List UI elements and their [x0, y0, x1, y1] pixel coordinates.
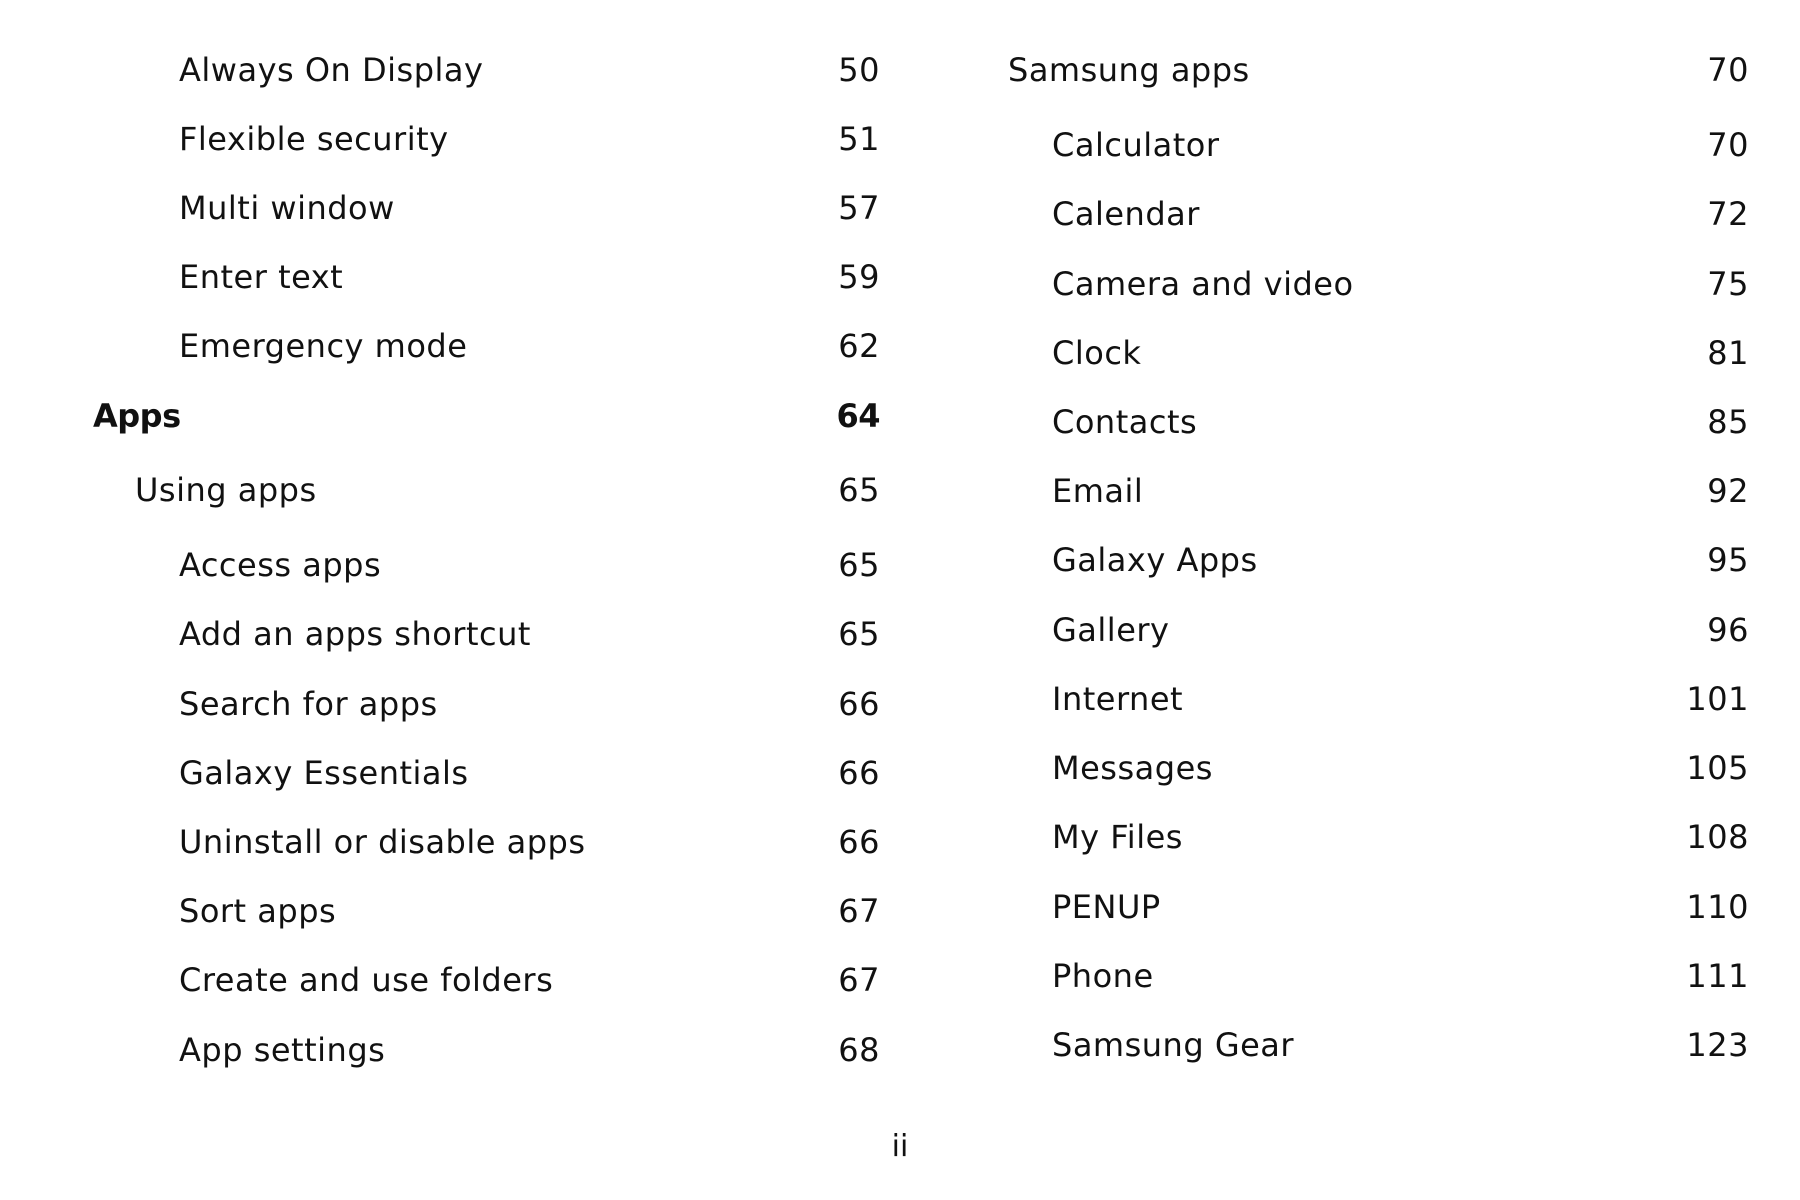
- toc-entry-page-number: 68: [838, 1031, 880, 1069]
- toc-entry-flexible-security[interactable]: [0, 116, 880, 162]
- toc-entry-label: Calendar: [1052, 195, 1200, 233]
- toc-entry-multi-window[interactable]: [0, 185, 880, 231]
- toc-entry-page-number: 66: [838, 823, 880, 861]
- page-number: ii: [891, 1129, 909, 1164]
- toc-entry-label: Camera and video: [1052, 265, 1354, 303]
- toc-entry-label: Enter text: [179, 258, 344, 296]
- toc-entry-label: Gallery: [1052, 611, 1170, 649]
- toc-entry-page-number: 105: [1686, 749, 1749, 787]
- toc-entry-camera-and-video[interactable]: [880, 261, 1760, 307]
- toc-entry-app-settings[interactable]: [0, 1027, 880, 1073]
- toc-entry-page-number: 62: [838, 327, 880, 365]
- toc-entry-page-number: 85: [1707, 403, 1749, 441]
- toc-entry-label: Uninstall or disable apps: [179, 823, 586, 861]
- toc-entry-label: Phone: [1052, 957, 1154, 995]
- toc-entry-label: Clock: [1052, 334, 1142, 372]
- toc-entry-page-number: 81: [1707, 334, 1749, 372]
- toc-entry-page-number: 75: [1707, 265, 1749, 303]
- toc-entry-page-number: 96: [1707, 611, 1749, 649]
- toc-left-column: [0, 0, 880, 1120]
- toc-entry-label: Search for apps: [179, 685, 438, 723]
- toc-entry-label: Multi window: [179, 189, 395, 227]
- toc-entry-label: Always On Display: [179, 51, 484, 89]
- toc-entry-page-number: 70: [1707, 51, 1749, 89]
- toc-entry-always-on-display[interactable]: [0, 47, 880, 93]
- toc-entry-label: My Files: [1052, 818, 1183, 856]
- toc-entry-create-and-use-folders[interactable]: [0, 957, 880, 1003]
- toc-entry-label: Galaxy Essentials: [179, 754, 469, 792]
- toc-entry-gallery[interactable]: [880, 607, 1760, 653]
- toc-entry-page-number: 50: [838, 51, 880, 89]
- toc-entry-page-number: 101: [1686, 680, 1749, 718]
- toc-entry-phone[interactable]: [880, 953, 1760, 999]
- toc-entry-calculator[interactable]: [880, 122, 1760, 168]
- toc-entry-page-number: 67: [838, 892, 880, 930]
- toc-entry-galaxy-essentials[interactable]: [0, 750, 880, 796]
- toc-entry-page-number: 67: [838, 961, 880, 999]
- toc-entry-page-number: 65: [838, 615, 880, 653]
- toc-entry-label: Apps: [93, 397, 181, 435]
- toc-entry-apps[interactable]: [0, 393, 880, 439]
- toc-entry-penup[interactable]: [880, 884, 1760, 930]
- toc-entry-page-number: 111: [1686, 957, 1749, 995]
- toc-entry-sort-apps[interactable]: [0, 888, 880, 934]
- toc-entry-my-files[interactable]: [880, 814, 1760, 860]
- toc-entry-page-number: 123: [1686, 1026, 1749, 1064]
- toc-entry-label: Messages: [1052, 749, 1213, 787]
- toc-entry-messages[interactable]: [880, 745, 1760, 791]
- toc-entry-uninstall-or-disable-apps[interactable]: [0, 819, 880, 865]
- toc-entry-page-number: 66: [838, 754, 880, 792]
- toc-entry-label: Contacts: [1052, 403, 1198, 441]
- toc-entry-label: Samsung Gear: [1052, 1026, 1295, 1064]
- toc-entry-label: App settings: [179, 1031, 386, 1069]
- toc-entry-label: Sort apps: [179, 892, 337, 930]
- toc-entry-label: Samsung apps: [1008, 51, 1250, 89]
- toc-entry-page-number: 57: [838, 189, 880, 227]
- toc-entry-email[interactable]: [880, 468, 1760, 514]
- toc-entry-add-an-apps-shortcut[interactable]: [0, 611, 880, 657]
- toc-entry-label: Calculator: [1052, 126, 1220, 164]
- toc-entry-enter-text[interactable]: [0, 254, 880, 300]
- toc-entry-calendar[interactable]: [880, 191, 1760, 237]
- toc-entry-page-number: 51: [838, 120, 880, 158]
- toc-entry-label: Flexible security: [179, 120, 449, 158]
- toc-entry-access-apps[interactable]: [0, 542, 880, 588]
- toc-entry-page-number: 59: [838, 258, 880, 296]
- toc-entry-page-number: 95: [1707, 541, 1749, 579]
- toc-entry-label: Emergency mode: [179, 327, 468, 365]
- toc-entry-page-number: 72: [1707, 195, 1749, 233]
- toc-entry-page-number: 65: [838, 546, 880, 584]
- toc-entry-label: Create and use folders: [179, 961, 554, 999]
- toc-entry-emergency-mode[interactable]: [0, 323, 880, 369]
- toc-entry-clock[interactable]: [880, 330, 1760, 376]
- toc-entry-label: Email: [1052, 472, 1144, 510]
- toc-entry-contacts[interactable]: [880, 399, 1760, 445]
- toc-entry-page-number: 110: [1686, 888, 1749, 926]
- toc-entry-label: Galaxy Apps: [1052, 541, 1258, 579]
- toc-entry-internet[interactable]: [880, 676, 1760, 722]
- toc-entry-page-number: 65: [838, 471, 880, 509]
- toc-entry-page-number: 66: [838, 685, 880, 723]
- toc-entry-using-apps[interactable]: [0, 467, 880, 513]
- toc-entry-label: Internet: [1052, 680, 1184, 718]
- toc-entry-label: Using apps: [135, 471, 317, 509]
- toc-entry-samsung-gear[interactable]: [880, 1022, 1760, 1068]
- toc-entry-page-number: 70: [1707, 126, 1749, 164]
- toc-entry-page-number: 64: [836, 397, 880, 435]
- toc-entry-label: PENUP: [1052, 888, 1161, 926]
- toc-entry-label: Add an apps shortcut: [179, 615, 531, 653]
- toc-right-column: [880, 0, 1760, 1120]
- toc-entry-samsung-apps[interactable]: [880, 47, 1760, 93]
- toc-entry-label: Access apps: [179, 546, 382, 584]
- toc-entry-page-number: 92: [1707, 472, 1749, 510]
- toc-entry-galaxy-apps[interactable]: [880, 537, 1760, 583]
- toc-entry-page-number: 108: [1686, 818, 1749, 856]
- toc-entry-search-for-apps[interactable]: [0, 681, 880, 727]
